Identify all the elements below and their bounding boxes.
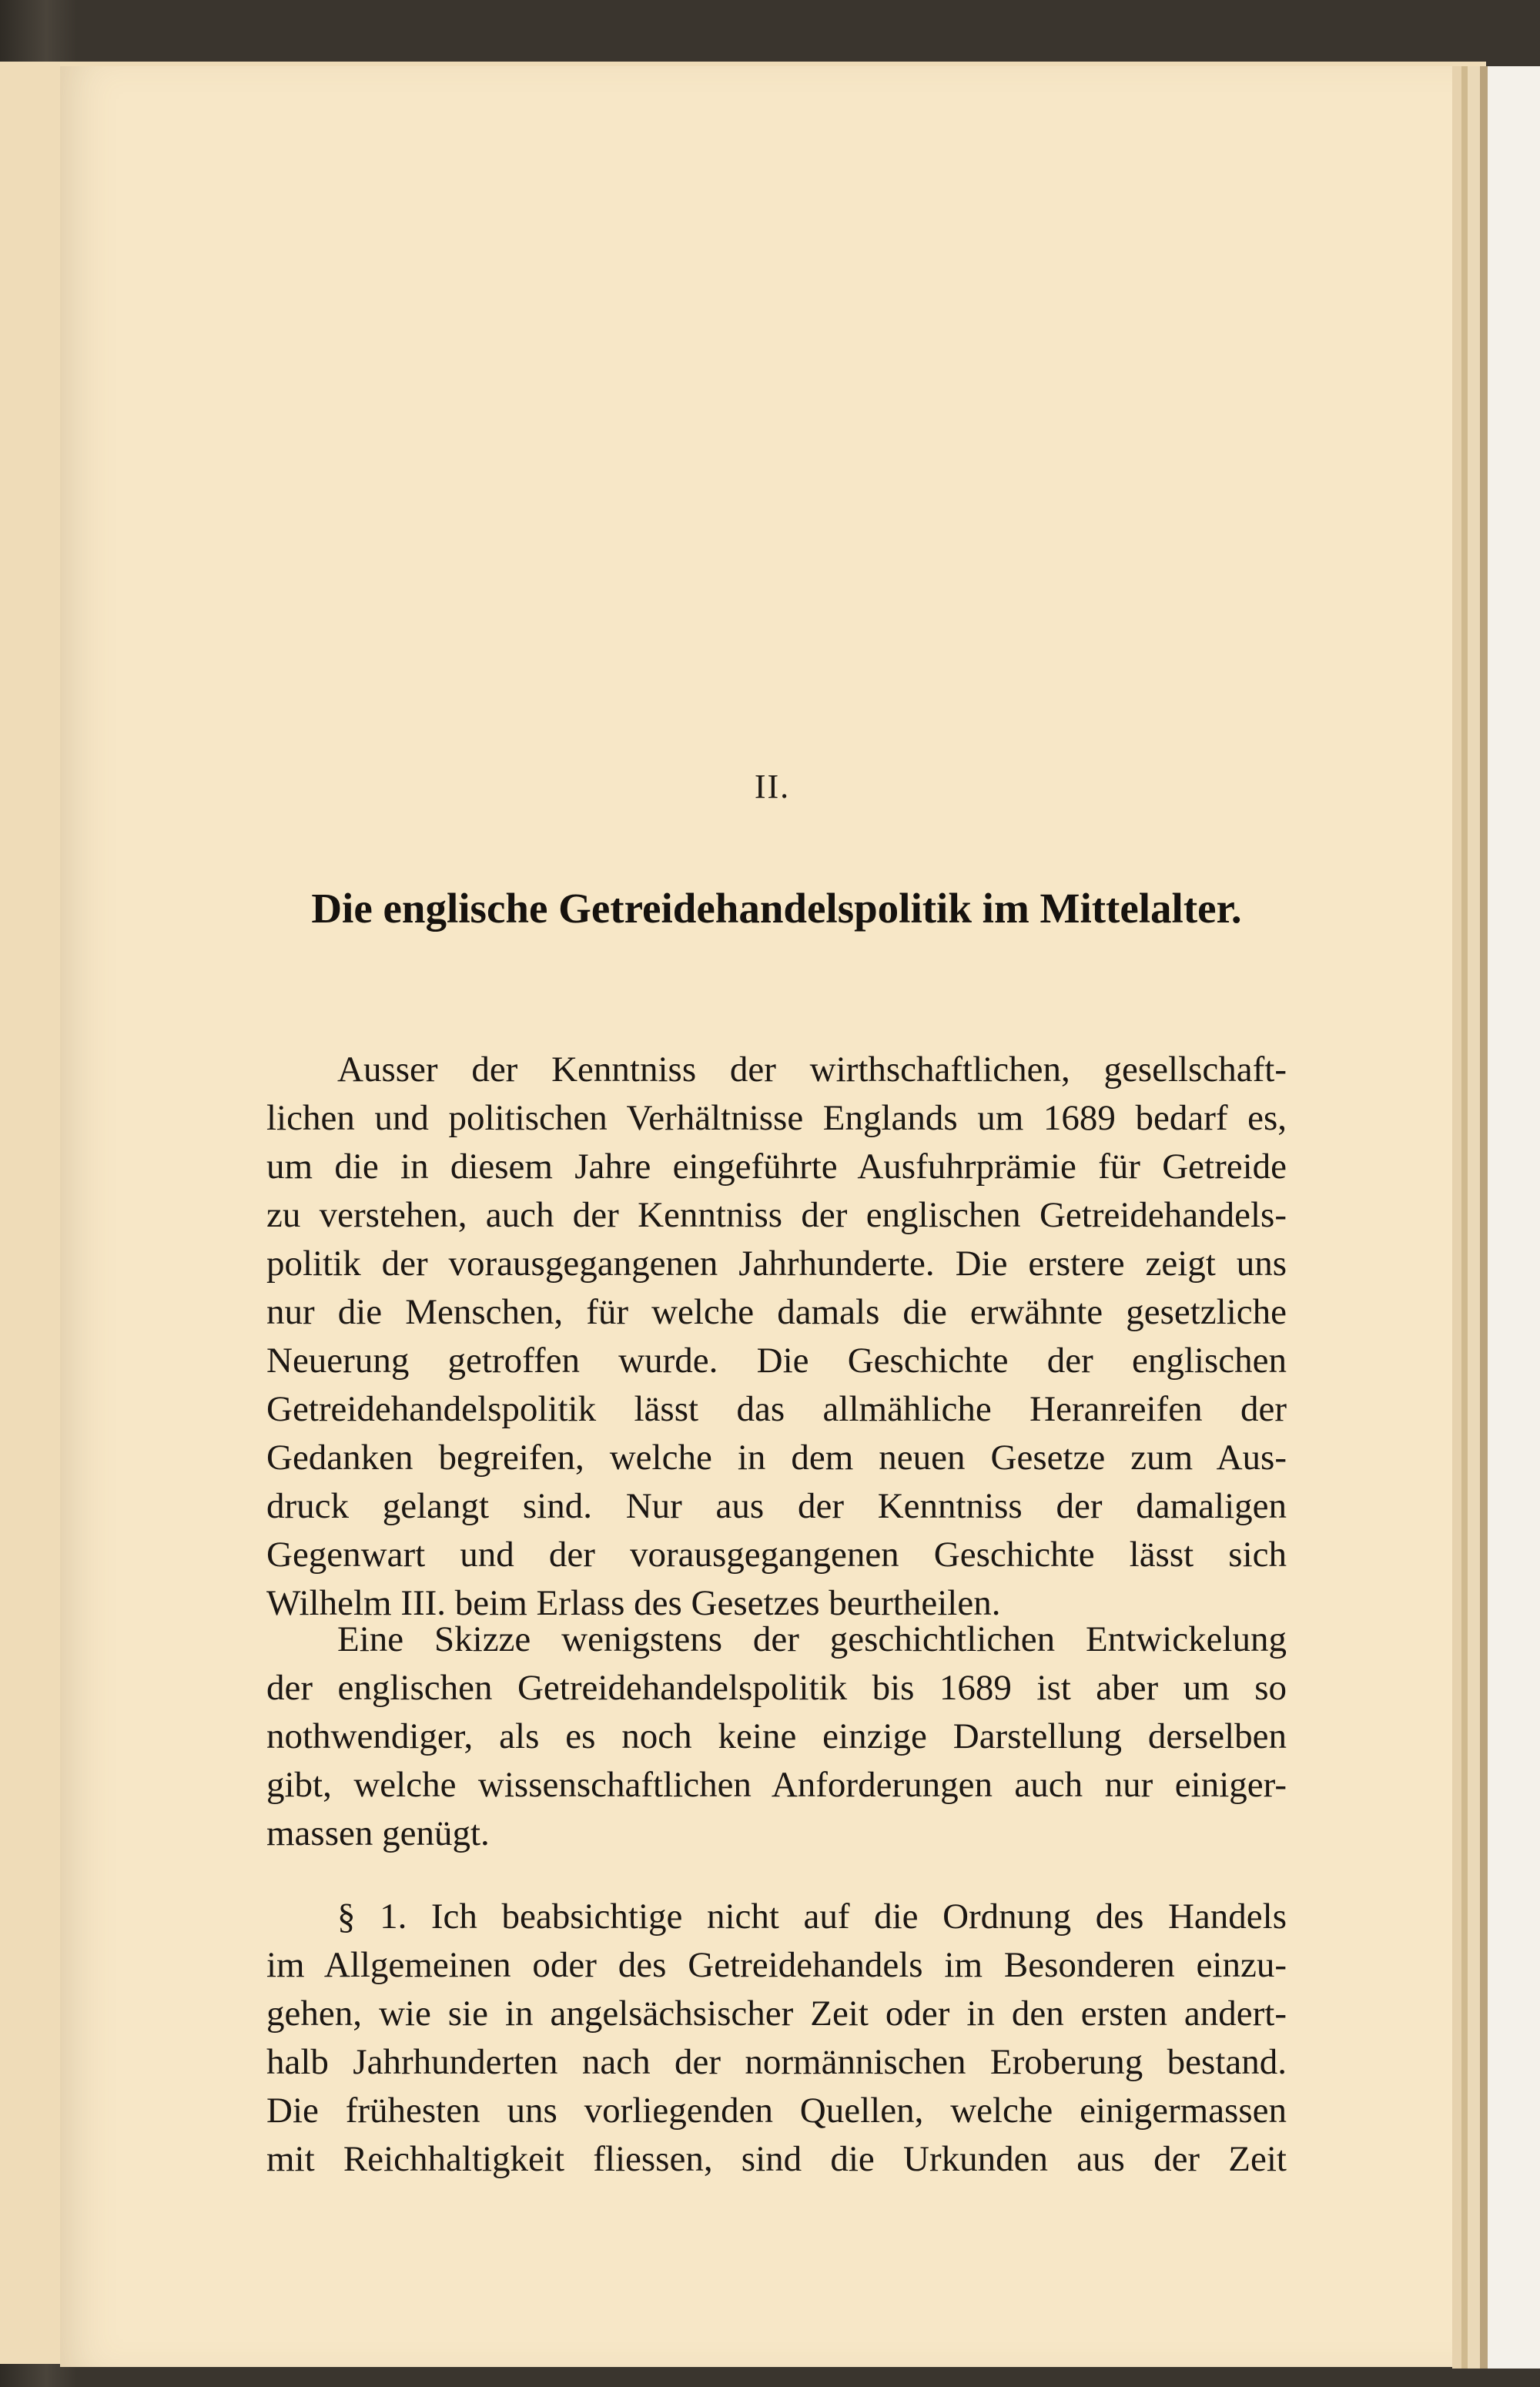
text-line: nothwendiger, als es noch keine einzige Darstellung derselben [266,1716,1287,1756]
paragraph-1 [266,1046,1287,1628]
scanner-margin [1488,66,1540,2369]
text-line: druck gelangt sind. Nur aus der Kenntniss der damaligen [266,1486,1287,1526]
chapter-title: Die englische Getreidehandelspolitik im Mittelalter. [311,885,1242,932]
text-line: lichen und politischen Verhältnisse Englands um 1689 bedarf es, [266,1098,1287,1138]
text-line: halb Jahrhunderten nach der normännischen Eroberung bestand. [266,2042,1287,2082]
text-line: Ausser der Kenntniss der wirthschaftlichen, gesellschaft- [337,1050,1287,1090]
text-line: zu verstehen, auch der Kenntniss der englischen Getreidehandels- [266,1195,1287,1235]
text-line: Die frühesten uns vorliegenden Quellen, welche einigermassen [266,2091,1287,2131]
book-page [60,66,1452,2367]
text-line: § 1. Ich beabsichtige nicht auf die Ordnung des Handels [337,1897,1287,1937]
text-line: der englischen Getreidehandelspolitik bis 1689 ist aber um so [266,1668,1287,1708]
text-line: politik der vorausgegangenen Jahrhunderte. Die erstere zeigt uns [266,1244,1287,1284]
text-line: Wilhelm III. beim Erlass des Gesetzes beurtheilen. [266,1583,1001,1623]
page-stack-edge [1461,66,1468,2369]
text-line: Neuerung getroffen wurde. Die Geschichte der englischen [266,1341,1287,1381]
text-line: nur die Menschen, für welche damals die erwähnte gesetzliche [266,1292,1287,1332]
paragraph-3 [266,1893,1287,2184]
text-line: um die in diesem Jahre eingeführte Ausfuhrprämie für Getreide [266,1147,1287,1187]
text-line: Gegenwart und der vorausgegangenen Geschichte lässt sich [266,1535,1287,1575]
page-stack-edge [1480,66,1488,2369]
page-stack-edge [1468,66,1480,2369]
text-line: gehen, wie sie in angelsächsischer Zeit oder in den ersten andert- [266,1994,1287,2034]
text-line: mit Reichhaltigkeit fliessen, sind die Urkunden aus der Zeit [266,2139,1287,2179]
text-line: im Allgemeinen oder des Getreidehandels im Besonderen einzu- [266,1945,1287,1985]
chapter-number: II. [754,768,791,805]
text-line: Gedanken begreifen, welche in dem neuen Gesetze zum Aus- [266,1438,1287,1478]
text-line: Eine Skizze wenigstens der geschichtlichen Entwickelung [337,1619,1287,1659]
text-line: gibt, welche wissenschaftlichen Anforderungen auch nur einiger- [266,1765,1287,1805]
text-line: Getreidehandelspolitik lässt das allmähliche Heranreifen der [266,1389,1287,1429]
page-stack-edge [1452,66,1461,2369]
text-line: massen genügt. [266,1813,490,1853]
paragraph-2 [266,1615,1287,1858]
